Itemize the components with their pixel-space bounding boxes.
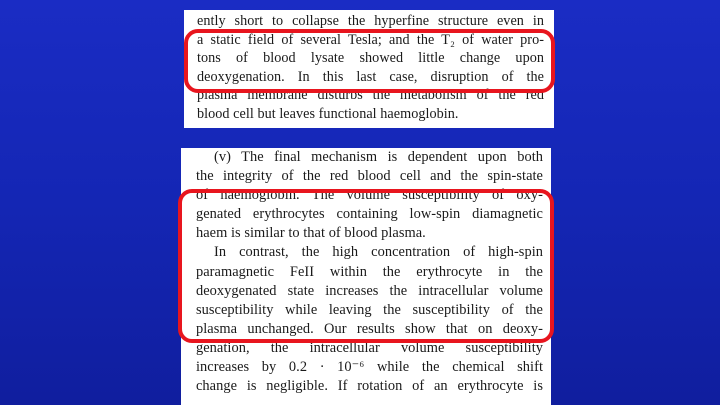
- excerpt-line: change is negligible. If rotation of an erythrocyte is: [196, 378, 543, 395]
- excerpt-line: paramagnetic FeII within the erythrocyte in the: [196, 263, 543, 280]
- text-excerpt-bottom: [181, 148, 551, 405]
- text-excerpt-top: [184, 10, 554, 128]
- excerpt-line: genation, the intracellular volume susceptibility: [196, 339, 543, 356]
- excerpt-line: plasma membrane disturbs the metabolism of the red: [197, 87, 544, 104]
- excerpt-line: the integrity of the red blood cell and the spin-state: [196, 168, 543, 185]
- excerpt-line: tons of blood lysate showed little change upon: [197, 50, 544, 67]
- excerpt-line: blood cell but leaves functional haemoglobin.: [197, 105, 459, 122]
- excerpt-line: plasma unchanged. Our results show that on deoxy-: [196, 320, 543, 337]
- excerpt-line: In contrast, the high concentration of high-spin: [214, 244, 543, 261]
- excerpt-line: genated erythrocytes containing low-spin diamagnetic: [196, 206, 543, 223]
- excerpt-line: increases by 0.2 · 10⁻⁶ while the chemical shift: [196, 359, 543, 376]
- excerpt-line: of haemoglobin. The volume susceptibility of oxy-: [196, 187, 543, 204]
- excerpt-line: deoxygenation. In this last case, disruption of the: [197, 68, 544, 85]
- excerpt-line: (v) The final mechanism is dependent upon both: [214, 149, 543, 165]
- excerpt-line: deoxygenated state increases the intracellular volume: [196, 282, 543, 299]
- excerpt-line: a static field of several Tesla; and the T₂ of water pro-: [197, 31, 544, 48]
- excerpt-line: haem is similar to that of blood plasma.: [196, 225, 426, 242]
- excerpt-line: ently short to collapse the hyperfine structure even in: [197, 13, 544, 29]
- excerpt-line: susceptibility while leaving the susceptibility of the: [196, 301, 543, 318]
